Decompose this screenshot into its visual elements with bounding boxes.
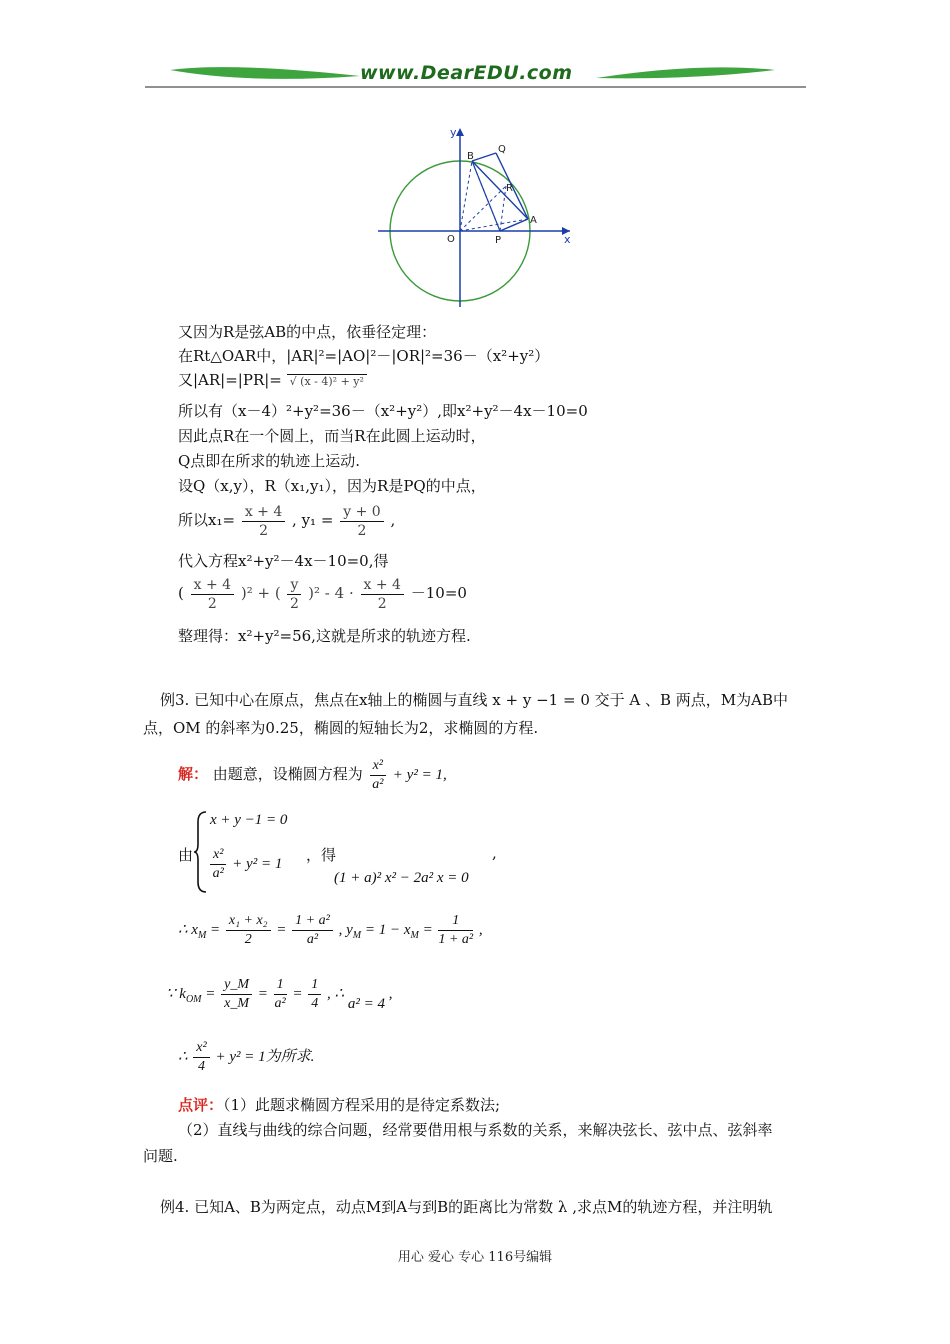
- denominator: 2: [357, 522, 367, 539]
- subscript: M: [410, 930, 419, 941]
- text-segment: (: [178, 584, 184, 602]
- text-segment: ∵ k: [166, 986, 186, 1002]
- denominator: 2: [259, 522, 268, 539]
- equation-1: x + y −1 = 0: [210, 812, 288, 828]
- denominator: 2: [244, 932, 252, 948]
- label-q: Q: [498, 144, 506, 155]
- text-segment: =: [292, 986, 303, 1002]
- text-segment: =: [257, 986, 268, 1002]
- fraction: [292, 912, 333, 949]
- text-segment: a² = 4: [347, 996, 385, 1012]
- fraction: [438, 912, 473, 949]
- numerator: x + 4: [191, 576, 234, 595]
- fraction: [361, 576, 404, 613]
- denominator: 2: [207, 595, 217, 612]
- denominator: 4: [311, 996, 319, 1012]
- text-segment: ,: [492, 844, 497, 862]
- numerator: 1: [274, 976, 287, 995]
- denominator: a²: [372, 776, 384, 792]
- subscript: OM: [185, 994, 202, 1005]
- text-segment: ,: [388, 986, 393, 1002]
- text-segment: + y² = 1为所求.: [215, 1049, 315, 1065]
- solution-line: [178, 752, 447, 797]
- equation-system: [178, 808, 518, 898]
- text-segment: 所以x₁=: [178, 511, 236, 529]
- header-swoosh: [0, 0, 950, 100]
- numerator: x₁ + x₂: [226, 912, 271, 931]
- numerator: 1: [438, 912, 473, 931]
- text-line: 整理得：x²+y²=56,这就是所求的轨迹方程.: [178, 627, 471, 645]
- numerator: x + 4: [361, 576, 404, 595]
- denominator: a²: [306, 932, 319, 948]
- numerator: y + 0: [340, 503, 383, 522]
- numerator: x + 4: [242, 503, 285, 522]
- label-a: A: [530, 215, 537, 226]
- fraction: [193, 1039, 209, 1076]
- numerator: 1 + a²: [292, 912, 333, 931]
- text-segment: ∴: [178, 1049, 188, 1065]
- text-segment: ∴ x: [178, 922, 198, 938]
- text-segment: , ∴: [327, 986, 345, 1002]
- text-segment: =: [276, 922, 287, 938]
- comment-line-1: [178, 1095, 500, 1115]
- denominator: x_M: [224, 996, 250, 1012]
- text-segment: ,: [390, 511, 396, 529]
- text-line: [178, 370, 367, 392]
- text-line: 代入方程x²+y²－4x－10=0,得: [178, 552, 389, 570]
- fraction: [287, 576, 301, 613]
- text-segment: =: [205, 986, 216, 1002]
- text-line: 在Rt△OAR中，|AR|²=|AO|²－|OR|²=36－（x²+y²）: [178, 347, 550, 365]
- formula-line: [178, 573, 467, 613]
- text-segment: + y² = 1: [232, 855, 283, 872]
- fraction: [242, 503, 285, 540]
- label-r: R: [506, 183, 513, 194]
- text-line: 又因为R是弦AB的中点，依垂径定理：: [178, 323, 437, 341]
- text-segment: －10=0: [410, 584, 467, 602]
- fraction: [308, 976, 321, 1013]
- label-p: P: [495, 235, 502, 246]
- text-segment: =: [422, 922, 433, 938]
- example-3-line-2: 点，OM 的斜率为0.25，椭圆的短轴长为2，求椭圆的方程.: [143, 719, 539, 737]
- fraction: [191, 576, 234, 613]
- formula-line: [178, 500, 395, 540]
- text-segment: )² - 4 ·: [308, 584, 354, 602]
- xm-formula: [178, 908, 483, 958]
- fraction: [226, 912, 271, 949]
- text-segment: 由题意，设椭圆方程为: [212, 765, 363, 783]
- text-line: 因此点R在一个圆上，而当R在此圆上运动时，: [178, 427, 486, 445]
- solution-label: 解：: [178, 765, 209, 783]
- numerator: y_M: [221, 976, 252, 995]
- numerator: x²: [193, 1039, 209, 1058]
- text-segment: + y² = 1,: [392, 767, 447, 783]
- denominator: 1 + a²: [438, 932, 474, 948]
- fraction: [340, 503, 383, 540]
- text-segment: 由: [178, 846, 194, 864]
- text-segment: , y: [338, 922, 353, 938]
- site-logo: www.DearEDU.com: [360, 62, 573, 84]
- denominator: a²: [212, 866, 224, 881]
- numerator: x²: [210, 846, 226, 865]
- fraction: [370, 757, 386, 794]
- comment-line-3: 问题.: [143, 1147, 178, 1165]
- comment-line-2: （2）直线与曲线的综合问题，经常要借用根与系数的关系，来解决弦长、弦中点、弦斜率: [178, 1121, 773, 1139]
- numerator: x²: [370, 757, 386, 776]
- label-o: O: [447, 234, 455, 245]
- example-4-line-1: 例4. 已知A、B为两定点，动点M到A与到B的距离比为常数 λ ,求点M的轨迹方程，并注明轨: [160, 1198, 773, 1216]
- denominator: 2: [289, 595, 299, 612]
- text-segment: , y₁ =: [292, 511, 334, 529]
- sqrt-body: (x - 4)² + y²: [300, 375, 364, 388]
- text-segment: 又|AR|=|PR|=: [178, 371, 282, 389]
- sqrt-expression: √ (x - 4)² + y²: [287, 374, 367, 388]
- fraction: [274, 976, 287, 1013]
- slope-formula: [166, 972, 392, 1022]
- label-x: x: [564, 233, 571, 246]
- denominator: 4: [198, 1059, 205, 1075]
- header-banner: [0, 0, 950, 100]
- subscript: M: [197, 930, 207, 941]
- text-segment: ，得: [306, 846, 337, 864]
- text-line: 设Q（x,y），R（x₁,y₁），因为R是PQ的中点，: [178, 477, 486, 495]
- comment-label: 点评：: [178, 1096, 224, 1114]
- equation-result: (1 + a)² x² − 2a² x = 0: [334, 870, 469, 886]
- fraction: [221, 976, 252, 1013]
- brace-icon: [194, 810, 208, 894]
- text-segment: =: [210, 922, 221, 938]
- numerator: 1: [308, 976, 321, 995]
- text-segment: ,: [478, 922, 483, 938]
- numerator: y: [287, 576, 301, 595]
- equation-2: [208, 846, 282, 883]
- example-3-line-1: 例3. 已知中心在原点，焦点在x轴上的椭圆与直线 x + y −1 = 0 交于 A 、B 两点，M为AB中: [160, 691, 789, 709]
- label-y: y: [450, 126, 457, 139]
- text-segment: = 1 − x: [364, 922, 411, 938]
- result-formula: [178, 1035, 314, 1079]
- text-line: Q点即在所求的轨迹上运动.: [178, 452, 361, 470]
- text-segment: （1）此题求椭圆方程采用的是待定系数法;: [223, 1096, 501, 1114]
- label-b: B: [467, 151, 474, 162]
- denominator: 2: [377, 595, 387, 612]
- geometry-figure: [370, 122, 590, 312]
- subscript: M: [352, 930, 362, 941]
- text-line: 所以有（x－4）²+y²=36－（x²+y²）,即x²+y²－4x－10=0: [178, 402, 588, 420]
- page-footer: 用心 爱心 专心 116号编辑: [397, 1250, 553, 1265]
- fraction: [210, 846, 226, 883]
- text-segment: )² + (: [240, 584, 281, 602]
- denominator: a²: [274, 996, 286, 1012]
